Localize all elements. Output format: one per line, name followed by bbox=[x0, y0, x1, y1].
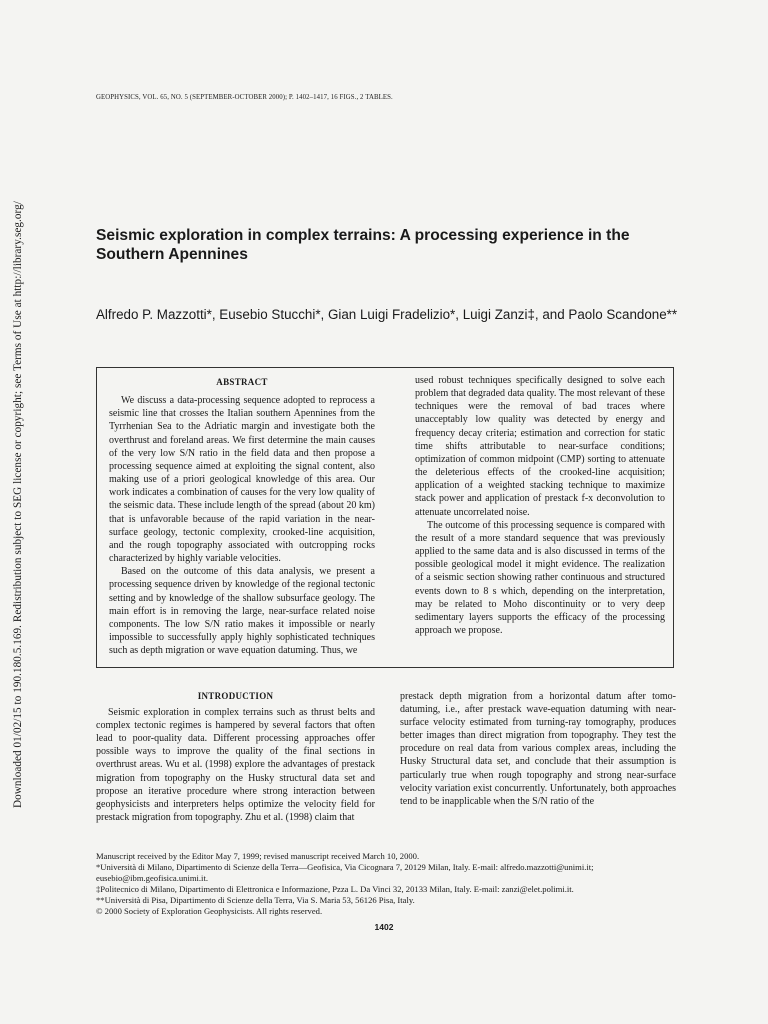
introduction-text-start: Seismic exploration in complex terrains such as thrust belts and complex tectonic regimes is hampered by several factors that often lead to poor-quality data. Different processing approaches offer possible ways to improve the quality of the final sections in overthrust areas. Wu et al. (1998) explore the advantages of prestack migration from topography on the Husky structural data set and propose an iterative procedure where strong interaction between geophysicists and interpreters helps optimize the velocity field for prestack migration from topography. Zhu et al. (1998) claim that bbox=[96, 707, 375, 823]
download-notice: Downloaded 01/02/15 to 190.180.5.169. Redistribution subject to SEG license or copyright; see Terms of Use at http://library.seg.org/ bbox=[12, 201, 24, 808]
abstract-box bbox=[96, 367, 674, 668]
introduction-right-column bbox=[400, 690, 676, 808]
footnote-affiliation-milano-cont: eusebio@ibm.geofisica.unimi.it. bbox=[96, 872, 208, 883]
page-number: 1402 bbox=[374, 922, 394, 932]
footnote-received: Manuscript received by the Editor May 7, 1999; revised manuscript received March 10, 2000. bbox=[96, 851, 420, 861]
footnote-affiliation-milano: *Università di Milano, Dipartimento di Scienze della Terra—Geofisica, Via Cicognara 7, 20129 Milan, Italy. E-mail: alfredo.mazzotti@unimi.it; bbox=[96, 861, 594, 872]
introduction-left-column bbox=[96, 690, 375, 824]
introduction-heading: INTRODUCTION bbox=[197, 691, 274, 701]
abstract-heading: ABSTRACT bbox=[216, 377, 268, 387]
abstract-paragraph-1: We discuss a data-processing sequence adopted to reprocess a seismic line that crosses the Italian southern Apennines from the Tyrrhenian Sea to the Adriatic margin and investigate both the overthrust and foreland areas. We first determine the main causes of the very low S/N ratio in the field data and then propose a processing sequence aimed at exploiting the signal content, also making use of a priori geological knowledge of this area. Our work indicates a combination of causes for the very low quality of the seismic data. These include length of the spread (about 20 km) that is unfavorable because of the rapid variation in the near-surface geology, tectonic complexity, crooked-line acquisition, and the rough topography associated with outcropping rocks characterized by highly variable velocities. bbox=[109, 395, 375, 565]
paper-title: Seismic exploration in complex terrains: A processing experience in the Southern Apennines bbox=[96, 227, 630, 263]
introduction-text-end: prestack depth migration from a horizontal datum after tomo-datuming, i.e., after prestack wave-equation datuming with near-surface velocity estimated from turning-ray tomography, produces better images than direct migration from topography. They test the procedure on real data from various complex areas, including the Husky Structural data set, and conclude that their assumption is particularly true when rough topography and strong near-surface velocity variation exist concurrently. Unfortunately, both approaches tend to be inapplicable when the S/N ratio of the bbox=[400, 691, 676, 807]
abstract-right-column bbox=[415, 374, 665, 637]
journal-header: GEOPHYSICS, VOL. 65, NO. 5 (SEPTEMBER-OCTOBER 2000); P. 1402–1417, 16 FIGS., 2 TABLES. bbox=[96, 94, 393, 101]
abstract-paragraph-2-start: Based on the outcome of this data analysis, we present a processing sequence driven by knowledge of the regional tectonic setting and by knowledge of the shallow subsurface geology. The main effort is in removing the large, near-surface related noise components. The low S/N ratio makes it impossible or nearly impossible to successfully apply highly sophisticated techniques such as depth migration or wave equation datuming. Thus, we bbox=[109, 566, 375, 657]
abstract-paragraph-2-end: used robust techniques specifically designed to solve each problem that degraded data quality. The most relevant of these techniques were the removal of bad traces where unacceptably low quality was detected by energy and frequency decay criteria; estimation and correction for static time shifts attributable to near-surface conditions; optimization of common midpoint (CMP) sorting to attenuate the deleterious effects of the crooked-line acquisition; application of a weighted stacking technique to maximize stack power and application of prestack f-x deconvolution to attenuate uncorrelated noise. bbox=[415, 375, 665, 518]
footnotes bbox=[96, 851, 686, 916]
abstract-left-column bbox=[109, 374, 375, 657]
author-list: Alfredo P. Mazzotti*, Eusebio Stucchi*, Gian Luigi Fradelizio*, Luigi Zanzi‡, and Paolo Scandone** bbox=[96, 307, 678, 322]
footnote-affiliation-pisa: **Università di Pisa, Dipartimento di Scienze della Terra, Via S. Maria 53, 56126 Pisa, Italy. bbox=[96, 894, 415, 905]
abstract-paragraph-3: The outcome of this processing sequence is compared with the result of a more standard sequence that was previously applied to the same data and is also discussed in terms of the possible geological model it might evidence. The realization of a seismic section showing rather continuous and structured events down to 8 s which, depending on the interpretation, may be related to Moho discontinuity or to very deep sedimentary layers supports the efficacy of the processing approach we propose. bbox=[415, 519, 665, 636]
footnote-copyright: © 2000 Society of Exploration Geophysicists. All rights reserved. bbox=[96, 905, 323, 916]
download-notice-sidebar bbox=[0, 0, 22, 1024]
footnote-affiliation-politecnico: ‡Politecnico di Milano, Dipartimento di Elettronica e Informazione, Pzza L. Da Vinci 32, 20133 Milan, Italy. E-mail: zanzi@elet.polimi.it. bbox=[96, 883, 574, 894]
